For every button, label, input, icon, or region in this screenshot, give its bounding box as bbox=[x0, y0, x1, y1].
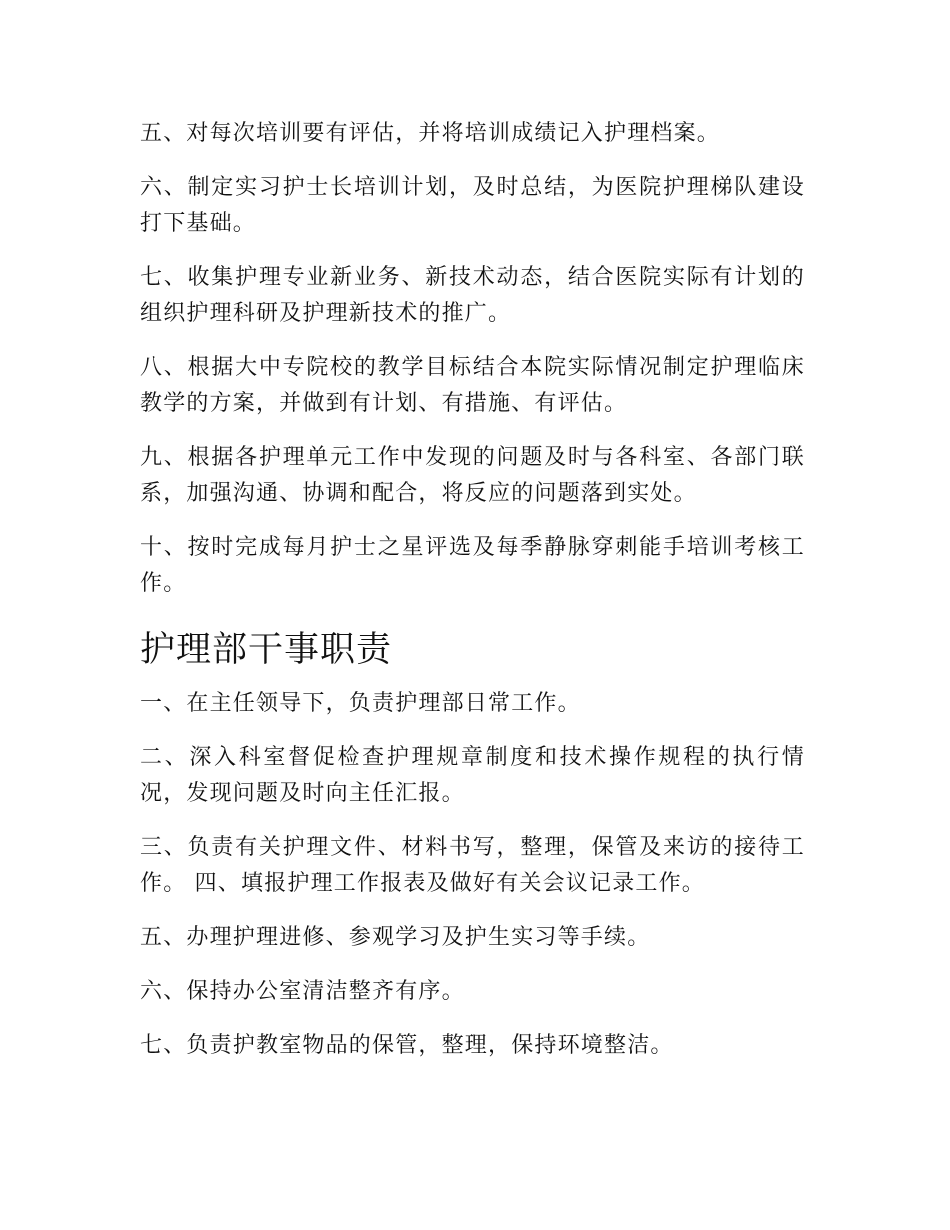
duty-item-8: 八、根据大中专院校的教学目标结合本院实际情况制定护理临床教学的方案，并做到有计划、有措施、有评估。 bbox=[140, 355, 805, 416]
duty-item-9: 九、根据各护理单元工作中发现的问题及时与各科室、各部门联系，加强沟通、协调和配合，将反应的问题落到实处。 bbox=[140, 445, 805, 506]
officer-duty-item-5: 五、办理护理进修、参观学习及护生实习等手续。 bbox=[140, 925, 651, 950]
duty-item-5: 五、对每次培训要有评估，并将培训成绩记入护理档案。 bbox=[140, 121, 721, 146]
duty-item-6: 六、制定实习护士长培训计划，及时总结，为医院护理梯队建设打下基础。 bbox=[140, 175, 805, 236]
document-content bbox=[140, 116, 805, 1082]
officer-duty-item-1: 一、在主任领导下，负责护理部日常工作。 bbox=[140, 691, 581, 716]
duty-item-7: 七、收集护理专业新业务、新技术动态，结合医院实际有计划的组织护理科研及护理新技术的推广。 bbox=[140, 265, 805, 326]
officer-duty-item-7: 七、负责护教室物品的保管，整理，保持环境整洁。 bbox=[140, 1033, 674, 1058]
duty-item-10: 十、按时完成每月护士之星评选及每季静脉穿刺能手培训考核工作。 bbox=[140, 535, 805, 596]
section-title: 护理部干事职责 bbox=[140, 630, 393, 670]
officer-duty-item-2: 二、深入科室督促检查护理规章制度和技术操作规程的执行情况，发现问题及时向主任汇报。 bbox=[140, 745, 805, 806]
officer-duty-item-3: 三、负责有关护理文件、材料书写，整理，保管及来访的接待工作。 四、填报护理工作报表及做好有关会议记录工作。 bbox=[140, 835, 805, 896]
officer-duty-item-6: 六、保持办公室清洁整齐有序。 bbox=[140, 979, 465, 1004]
